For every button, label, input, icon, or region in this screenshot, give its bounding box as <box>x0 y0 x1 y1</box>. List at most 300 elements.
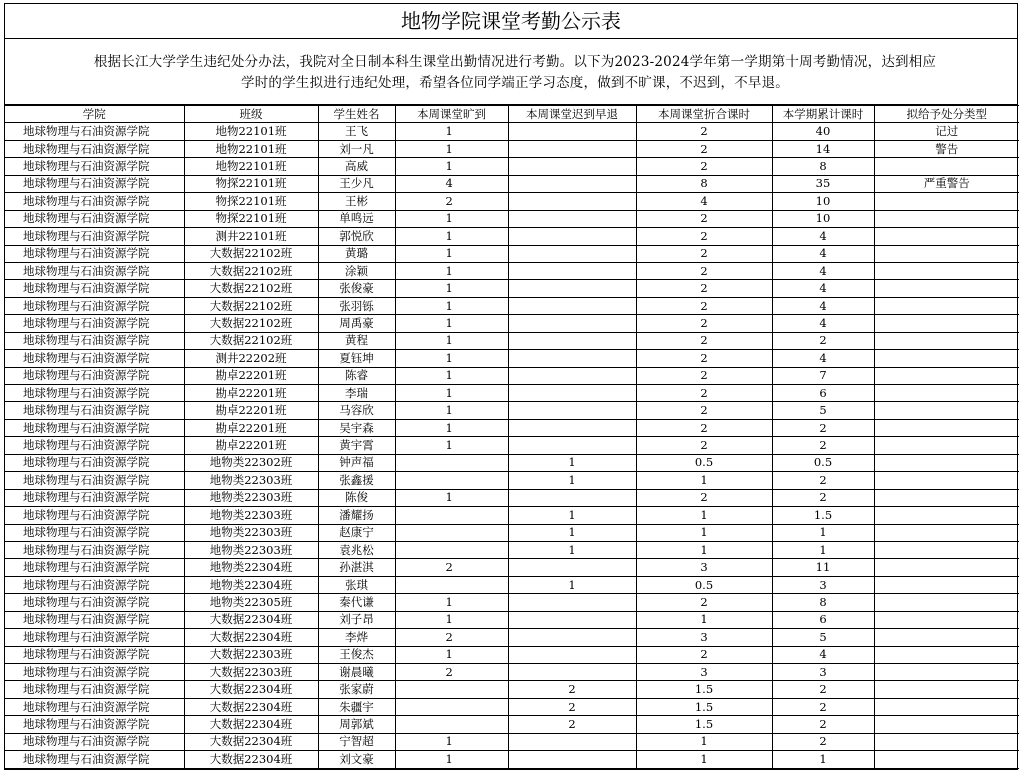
cell-class: 测井22202班 <box>184 350 318 367</box>
table-row <box>5 576 1019 593</box>
cell-late-early <box>508 297 636 314</box>
notice-line-1: 根据长江大学学生违纪处分办法，我院对全日制本科生课堂出勤情况进行考勤。以下为2023-2024学年第一学期第十周考勤情况，达到相应 <box>93 54 937 70</box>
cell-student-name: 张羽铄 <box>318 297 395 314</box>
cell-college: 地球物理与石油资源学院 <box>5 472 184 489</box>
cell-term-hours: 11 <box>772 559 874 576</box>
cell-penalty: 严重警告 <box>874 175 1019 192</box>
cell-class: 地物22101班 <box>184 158 318 175</box>
table-row <box>5 524 1019 541</box>
cell-absent <box>395 524 508 541</box>
cell-class: 大数据22304班 <box>184 681 318 698</box>
cell-college: 地球物理与石油资源学院 <box>5 454 184 471</box>
cell-class: 大数据22304班 <box>184 751 318 768</box>
cell-penalty <box>874 489 1019 506</box>
notice-line-2: 学时的学生拟进行违纪处理，希望各位同学端正学习态度，做到不旷课，不迟到，不早退。 <box>241 75 789 91</box>
cell-class: 大数据22304班 <box>184 698 318 715</box>
cell-late-early: 2 <box>508 716 636 733</box>
cell-term-hours: 3 <box>772 576 874 593</box>
cell-penalty <box>874 332 1019 349</box>
cell-class: 大数据22102班 <box>184 315 318 332</box>
cell-term-hours: 2 <box>772 332 874 349</box>
cell-class: 大数据22102班 <box>184 262 318 279</box>
cell-week-hours: 1.5 <box>636 681 772 698</box>
cell-term-hours: 10 <box>772 193 874 210</box>
cell-term-hours: 1.5 <box>772 507 874 524</box>
cell-term-hours: 4 <box>772 245 874 262</box>
cell-student-name: 夏钰坤 <box>318 350 395 367</box>
cell-student-name: 袁兆松 <box>318 541 395 558</box>
cell-penalty <box>874 541 1019 558</box>
cell-week-hours: 1 <box>636 472 772 489</box>
cell-term-hours: 4 <box>772 262 874 279</box>
cell-college: 地球物理与石油资源学院 <box>5 297 184 314</box>
cell-college: 地球物理与石油资源学院 <box>5 419 184 436</box>
cell-penalty <box>874 698 1019 715</box>
cell-penalty <box>874 576 1019 593</box>
cell-week-hours: 2 <box>636 262 772 279</box>
cell-college: 地球物理与石油资源学院 <box>5 210 184 227</box>
cell-penalty <box>874 472 1019 489</box>
cell-late-early <box>508 350 636 367</box>
cell-week-hours: 2 <box>636 245 772 262</box>
cell-class: 勘卓22201班 <box>184 419 318 436</box>
cell-week-hours: 2 <box>636 332 772 349</box>
cell-college: 地球物理与石油资源学院 <box>5 507 184 524</box>
table-row <box>5 385 1019 402</box>
cell-late-early <box>508 751 636 768</box>
cell-term-hours: 8 <box>772 594 874 611</box>
cell-late-early: 1 <box>508 541 636 558</box>
cell-student-name: 张家蔚 <box>318 681 395 698</box>
notice-text <box>5 39 1017 105</box>
cell-term-hours: 4 <box>772 350 874 367</box>
table-row <box>5 629 1019 646</box>
cell-college: 地球物理与石油资源学院 <box>5 716 184 733</box>
table-row <box>5 751 1019 768</box>
cell-student-name: 周禹豪 <box>318 315 395 332</box>
cell-college: 地球物理与石油资源学院 <box>5 140 184 157</box>
cell-term-hours: 2 <box>772 698 874 715</box>
header-absent: 本周课堂旷到 <box>395 106 508 123</box>
cell-late-early <box>508 629 636 646</box>
cell-penalty <box>874 681 1019 698</box>
cell-week-hours: 3 <box>636 664 772 681</box>
cell-term-hours: 1 <box>772 751 874 768</box>
cell-term-hours: 0.5 <box>772 454 874 471</box>
attendance-table <box>5 105 1019 769</box>
cell-student-name: 钟声福 <box>318 454 395 471</box>
table-row <box>5 611 1019 628</box>
cell-student-name: 陈俊 <box>318 489 395 506</box>
cell-college: 地球物理与石油资源学院 <box>5 751 184 768</box>
table-row <box>5 646 1019 663</box>
cell-absent: 2 <box>395 629 508 646</box>
cell-week-hours: 1 <box>636 524 772 541</box>
cell-late-early <box>508 140 636 157</box>
cell-student-name: 张俊豪 <box>318 280 395 297</box>
cell-absent: 1 <box>395 228 508 245</box>
cell-college: 地球物理与石油资源学院 <box>5 332 184 349</box>
cell-week-hours: 2 <box>636 210 772 227</box>
sheet-title: 地物学院课堂考勤公示表 <box>5 4 1017 39</box>
cell-class: 大数据22102班 <box>184 332 318 349</box>
cell-class: 大数据22102班 <box>184 280 318 297</box>
cell-late-early <box>508 175 636 192</box>
cell-week-hours: 2 <box>636 123 772 140</box>
cell-late-early: 1 <box>508 507 636 524</box>
cell-week-hours: 0.5 <box>636 454 772 471</box>
cell-term-hours: 14 <box>772 140 874 157</box>
cell-late-early <box>508 332 636 349</box>
table-row <box>5 716 1019 733</box>
cell-penalty <box>874 419 1019 436</box>
cell-penalty: 记过 <box>874 123 1019 140</box>
cell-term-hours: 2 <box>772 716 874 733</box>
cell-class: 大数据22102班 <box>184 297 318 314</box>
cell-penalty <box>874 315 1019 332</box>
cell-class: 地物类22304班 <box>184 576 318 593</box>
attendance-sheet <box>4 3 1018 770</box>
table-row <box>5 698 1019 715</box>
table-body <box>5 123 1019 768</box>
cell-penalty <box>874 245 1019 262</box>
cell-week-hours: 1.5 <box>636 698 772 715</box>
table-row <box>5 245 1019 262</box>
cell-absent: 1 <box>395 594 508 611</box>
table-row <box>5 350 1019 367</box>
cell-college: 地球物理与石油资源学院 <box>5 733 184 750</box>
cell-absent <box>395 681 508 698</box>
cell-week-hours: 8 <box>636 175 772 192</box>
cell-absent: 1 <box>395 123 508 140</box>
cell-college: 地球物理与石油资源学院 <box>5 280 184 297</box>
cell-absent: 1 <box>395 385 508 402</box>
cell-late-early: 2 <box>508 681 636 698</box>
cell-college: 地球物理与石油资源学院 <box>5 315 184 332</box>
cell-week-hours: 1 <box>636 541 772 558</box>
cell-late-early <box>508 611 636 628</box>
cell-absent <box>395 541 508 558</box>
cell-absent <box>395 472 508 489</box>
cell-student-name: 黄璐 <box>318 245 395 262</box>
cell-late-early <box>508 437 636 454</box>
table-row <box>5 367 1019 384</box>
cell-college: 地球物理与石油资源学院 <box>5 629 184 646</box>
cell-class: 物探22101班 <box>184 193 318 210</box>
cell-late-early <box>508 419 636 436</box>
cell-penalty <box>874 367 1019 384</box>
cell-late-early <box>508 262 636 279</box>
cell-penalty <box>874 402 1019 419</box>
cell-penalty <box>874 228 1019 245</box>
cell-late-early <box>508 315 636 332</box>
cell-class: 大数据22102班 <box>184 245 318 262</box>
header-week-hours: 本周课堂折合课时 <box>636 106 772 123</box>
header-college: 学院 <box>5 106 184 123</box>
table-row <box>5 733 1019 750</box>
cell-student-name: 郭悦欣 <box>318 228 395 245</box>
cell-student-name: 陈睿 <box>318 367 395 384</box>
cell-student-name: 马容欣 <box>318 402 395 419</box>
cell-penalty <box>874 437 1019 454</box>
cell-term-hours: 8 <box>772 158 874 175</box>
cell-student-name: 高威 <box>318 158 395 175</box>
cell-absent: 1 <box>395 437 508 454</box>
cell-penalty <box>874 751 1019 768</box>
cell-term-hours: 3 <box>772 664 874 681</box>
cell-late-early <box>508 158 636 175</box>
cell-late-early <box>508 245 636 262</box>
cell-student-name: 刘子昂 <box>318 611 395 628</box>
cell-class: 勘卓22201班 <box>184 437 318 454</box>
cell-penalty <box>874 524 1019 541</box>
cell-college: 地球物理与石油资源学院 <box>5 524 184 541</box>
cell-penalty <box>874 733 1019 750</box>
cell-term-hours: 4 <box>772 297 874 314</box>
cell-student-name: 刘一凡 <box>318 140 395 157</box>
table-row <box>5 280 1019 297</box>
cell-late-early: 1 <box>508 454 636 471</box>
cell-week-hours: 2 <box>636 594 772 611</box>
cell-student-name: 李瑞 <box>318 385 395 402</box>
cell-college: 地球物理与石油资源学院 <box>5 193 184 210</box>
cell-class: 地物22101班 <box>184 123 318 140</box>
cell-week-hours: 2 <box>636 158 772 175</box>
cell-class: 大数据22304班 <box>184 611 318 628</box>
cell-college: 地球物理与石油资源学院 <box>5 698 184 715</box>
table-row <box>5 210 1019 227</box>
cell-college: 地球物理与石油资源学院 <box>5 611 184 628</box>
cell-college: 地球物理与石油资源学院 <box>5 664 184 681</box>
table-row <box>5 507 1019 524</box>
cell-college: 地球物理与石油资源学院 <box>5 646 184 663</box>
cell-late-early: 2 <box>508 698 636 715</box>
cell-term-hours: 7 <box>772 367 874 384</box>
cell-college: 地球物理与石油资源学院 <box>5 245 184 262</box>
cell-week-hours: 4 <box>636 193 772 210</box>
cell-college: 地球物理与石油资源学院 <box>5 367 184 384</box>
cell-week-hours: 1 <box>636 507 772 524</box>
cell-college: 地球物理与石油资源学院 <box>5 123 184 140</box>
cell-term-hours: 5 <box>772 402 874 419</box>
table-row <box>5 681 1019 698</box>
cell-penalty <box>874 262 1019 279</box>
cell-college: 地球物理与石油资源学院 <box>5 541 184 558</box>
cell-college: 地球物理与石油资源学院 <box>5 437 184 454</box>
cell-week-hours: 2 <box>636 646 772 663</box>
cell-absent <box>395 576 508 593</box>
cell-absent: 2 <box>395 559 508 576</box>
cell-late-early: 1 <box>508 576 636 593</box>
cell-week-hours: 2 <box>636 280 772 297</box>
cell-absent: 1 <box>395 419 508 436</box>
cell-college: 地球物理与石油资源学院 <box>5 681 184 698</box>
cell-class: 地物类22302班 <box>184 454 318 471</box>
cell-student-name: 孙湛淇 <box>318 559 395 576</box>
cell-week-hours: 2 <box>636 140 772 157</box>
cell-college: 地球物理与石油资源学院 <box>5 576 184 593</box>
cell-absent: 1 <box>395 210 508 227</box>
table-row <box>5 297 1019 314</box>
cell-penalty <box>874 158 1019 175</box>
cell-term-hours: 2 <box>772 733 874 750</box>
cell-term-hours: 6 <box>772 385 874 402</box>
cell-absent: 1 <box>395 350 508 367</box>
cell-student-name: 刘文豪 <box>318 751 395 768</box>
cell-absent: 1 <box>395 489 508 506</box>
cell-late-early <box>508 733 636 750</box>
cell-late-early <box>508 559 636 576</box>
cell-absent: 1 <box>395 646 508 663</box>
cell-student-name: 谢晨曦 <box>318 664 395 681</box>
cell-absent: 1 <box>395 315 508 332</box>
cell-class: 地物类22303班 <box>184 489 318 506</box>
cell-college: 地球物理与石油资源学院 <box>5 402 184 419</box>
cell-late-early <box>508 280 636 297</box>
cell-class: 物探22101班 <box>184 210 318 227</box>
cell-student-name: 王彬 <box>318 193 395 210</box>
cell-penalty <box>874 664 1019 681</box>
header-late-early: 本周课堂迟到早退 <box>508 106 636 123</box>
cell-student-name: 秦代谦 <box>318 594 395 611</box>
cell-student-name: 赵康宁 <box>318 524 395 541</box>
cell-term-hours: 35 <box>772 175 874 192</box>
cell-term-hours: 4 <box>772 280 874 297</box>
table-row <box>5 541 1019 558</box>
cell-student-name: 潘耀扬 <box>318 507 395 524</box>
cell-term-hours: 2 <box>772 472 874 489</box>
cell-penalty <box>874 611 1019 628</box>
cell-late-early <box>508 193 636 210</box>
table-row <box>5 140 1019 157</box>
cell-late-early: 1 <box>508 472 636 489</box>
cell-absent: 2 <box>395 664 508 681</box>
table-row <box>5 402 1019 419</box>
cell-term-hours: 5 <box>772 629 874 646</box>
cell-penalty <box>874 193 1019 210</box>
cell-late-early <box>508 402 636 419</box>
cell-week-hours: 1.5 <box>636 716 772 733</box>
cell-college: 地球物理与石油资源学院 <box>5 158 184 175</box>
cell-college: 地球物理与石油资源学院 <box>5 350 184 367</box>
table-row <box>5 489 1019 506</box>
cell-week-hours: 2 <box>636 297 772 314</box>
cell-week-hours: 2 <box>636 419 772 436</box>
cell-term-hours: 1 <box>772 541 874 558</box>
table-row <box>5 228 1019 245</box>
cell-week-hours: 3 <box>636 629 772 646</box>
cell-class: 大数据22304班 <box>184 733 318 750</box>
cell-term-hours: 6 <box>772 611 874 628</box>
cell-penalty <box>874 454 1019 471</box>
cell-term-hours: 40 <box>772 123 874 140</box>
cell-student-name: 王俊杰 <box>318 646 395 663</box>
cell-absent <box>395 507 508 524</box>
cell-absent: 1 <box>395 297 508 314</box>
cell-college: 地球物理与石油资源学院 <box>5 559 184 576</box>
cell-late-early <box>508 646 636 663</box>
cell-college: 地球物理与石油资源学院 <box>5 385 184 402</box>
cell-student-name: 李烨 <box>318 629 395 646</box>
cell-week-hours: 2 <box>636 489 772 506</box>
cell-student-name: 涂颖 <box>318 262 395 279</box>
cell-absent <box>395 716 508 733</box>
cell-class: 地物类22303班 <box>184 507 318 524</box>
cell-week-hours: 2 <box>636 437 772 454</box>
table-row <box>5 193 1019 210</box>
table-row <box>5 123 1019 140</box>
header-term-hours: 本学期累计课时 <box>772 106 874 123</box>
cell-week-hours: 2 <box>636 228 772 245</box>
table-row <box>5 175 1019 192</box>
cell-absent: 1 <box>395 402 508 419</box>
cell-term-hours: 2 <box>772 489 874 506</box>
cell-term-hours: 2 <box>772 437 874 454</box>
cell-late-early <box>508 228 636 245</box>
cell-class: 勘卓22201班 <box>184 385 318 402</box>
cell-penalty <box>874 297 1019 314</box>
cell-student-name: 王飞 <box>318 123 395 140</box>
cell-class: 地物类22303班 <box>184 524 318 541</box>
cell-week-hours: 2 <box>636 385 772 402</box>
header-penalty: 拟给予处分类型 <box>874 106 1019 123</box>
cell-student-name: 黄程 <box>318 332 395 349</box>
table-header-row <box>5 106 1019 123</box>
cell-penalty <box>874 350 1019 367</box>
cell-week-hours: 0.5 <box>636 576 772 593</box>
cell-student-name: 宁智超 <box>318 733 395 750</box>
cell-penalty <box>874 716 1019 733</box>
cell-class: 地物22101班 <box>184 140 318 157</box>
cell-week-hours: 2 <box>636 350 772 367</box>
cell-absent: 1 <box>395 332 508 349</box>
cell-penalty <box>874 210 1019 227</box>
cell-class: 勘卓22201班 <box>184 402 318 419</box>
cell-absent: 1 <box>395 158 508 175</box>
table-row <box>5 559 1019 576</box>
cell-week-hours: 2 <box>636 367 772 384</box>
table-row <box>5 419 1019 436</box>
table-row <box>5 437 1019 454</box>
cell-absent: 1 <box>395 733 508 750</box>
cell-absent: 1 <box>395 262 508 279</box>
cell-penalty <box>874 385 1019 402</box>
cell-week-hours: 2 <box>636 315 772 332</box>
cell-class: 大数据22303班 <box>184 646 318 663</box>
cell-absent: 1 <box>395 140 508 157</box>
cell-late-early <box>508 385 636 402</box>
cell-class: 地物类22303班 <box>184 541 318 558</box>
table-row <box>5 332 1019 349</box>
cell-penalty <box>874 559 1019 576</box>
cell-absent: 4 <box>395 175 508 192</box>
cell-term-hours: 4 <box>772 315 874 332</box>
cell-late-early: 1 <box>508 524 636 541</box>
table-row <box>5 315 1019 332</box>
table-row <box>5 262 1019 279</box>
cell-term-hours: 1 <box>772 524 874 541</box>
cell-late-early <box>508 123 636 140</box>
cell-term-hours: 10 <box>772 210 874 227</box>
cell-penalty: 警告 <box>874 140 1019 157</box>
cell-absent: 1 <box>395 245 508 262</box>
cell-penalty <box>874 280 1019 297</box>
cell-absent <box>395 698 508 715</box>
cell-student-name: 朱疆宇 <box>318 698 395 715</box>
table-row <box>5 594 1019 611</box>
cell-late-early <box>508 367 636 384</box>
cell-class: 大数据22304班 <box>184 716 318 733</box>
